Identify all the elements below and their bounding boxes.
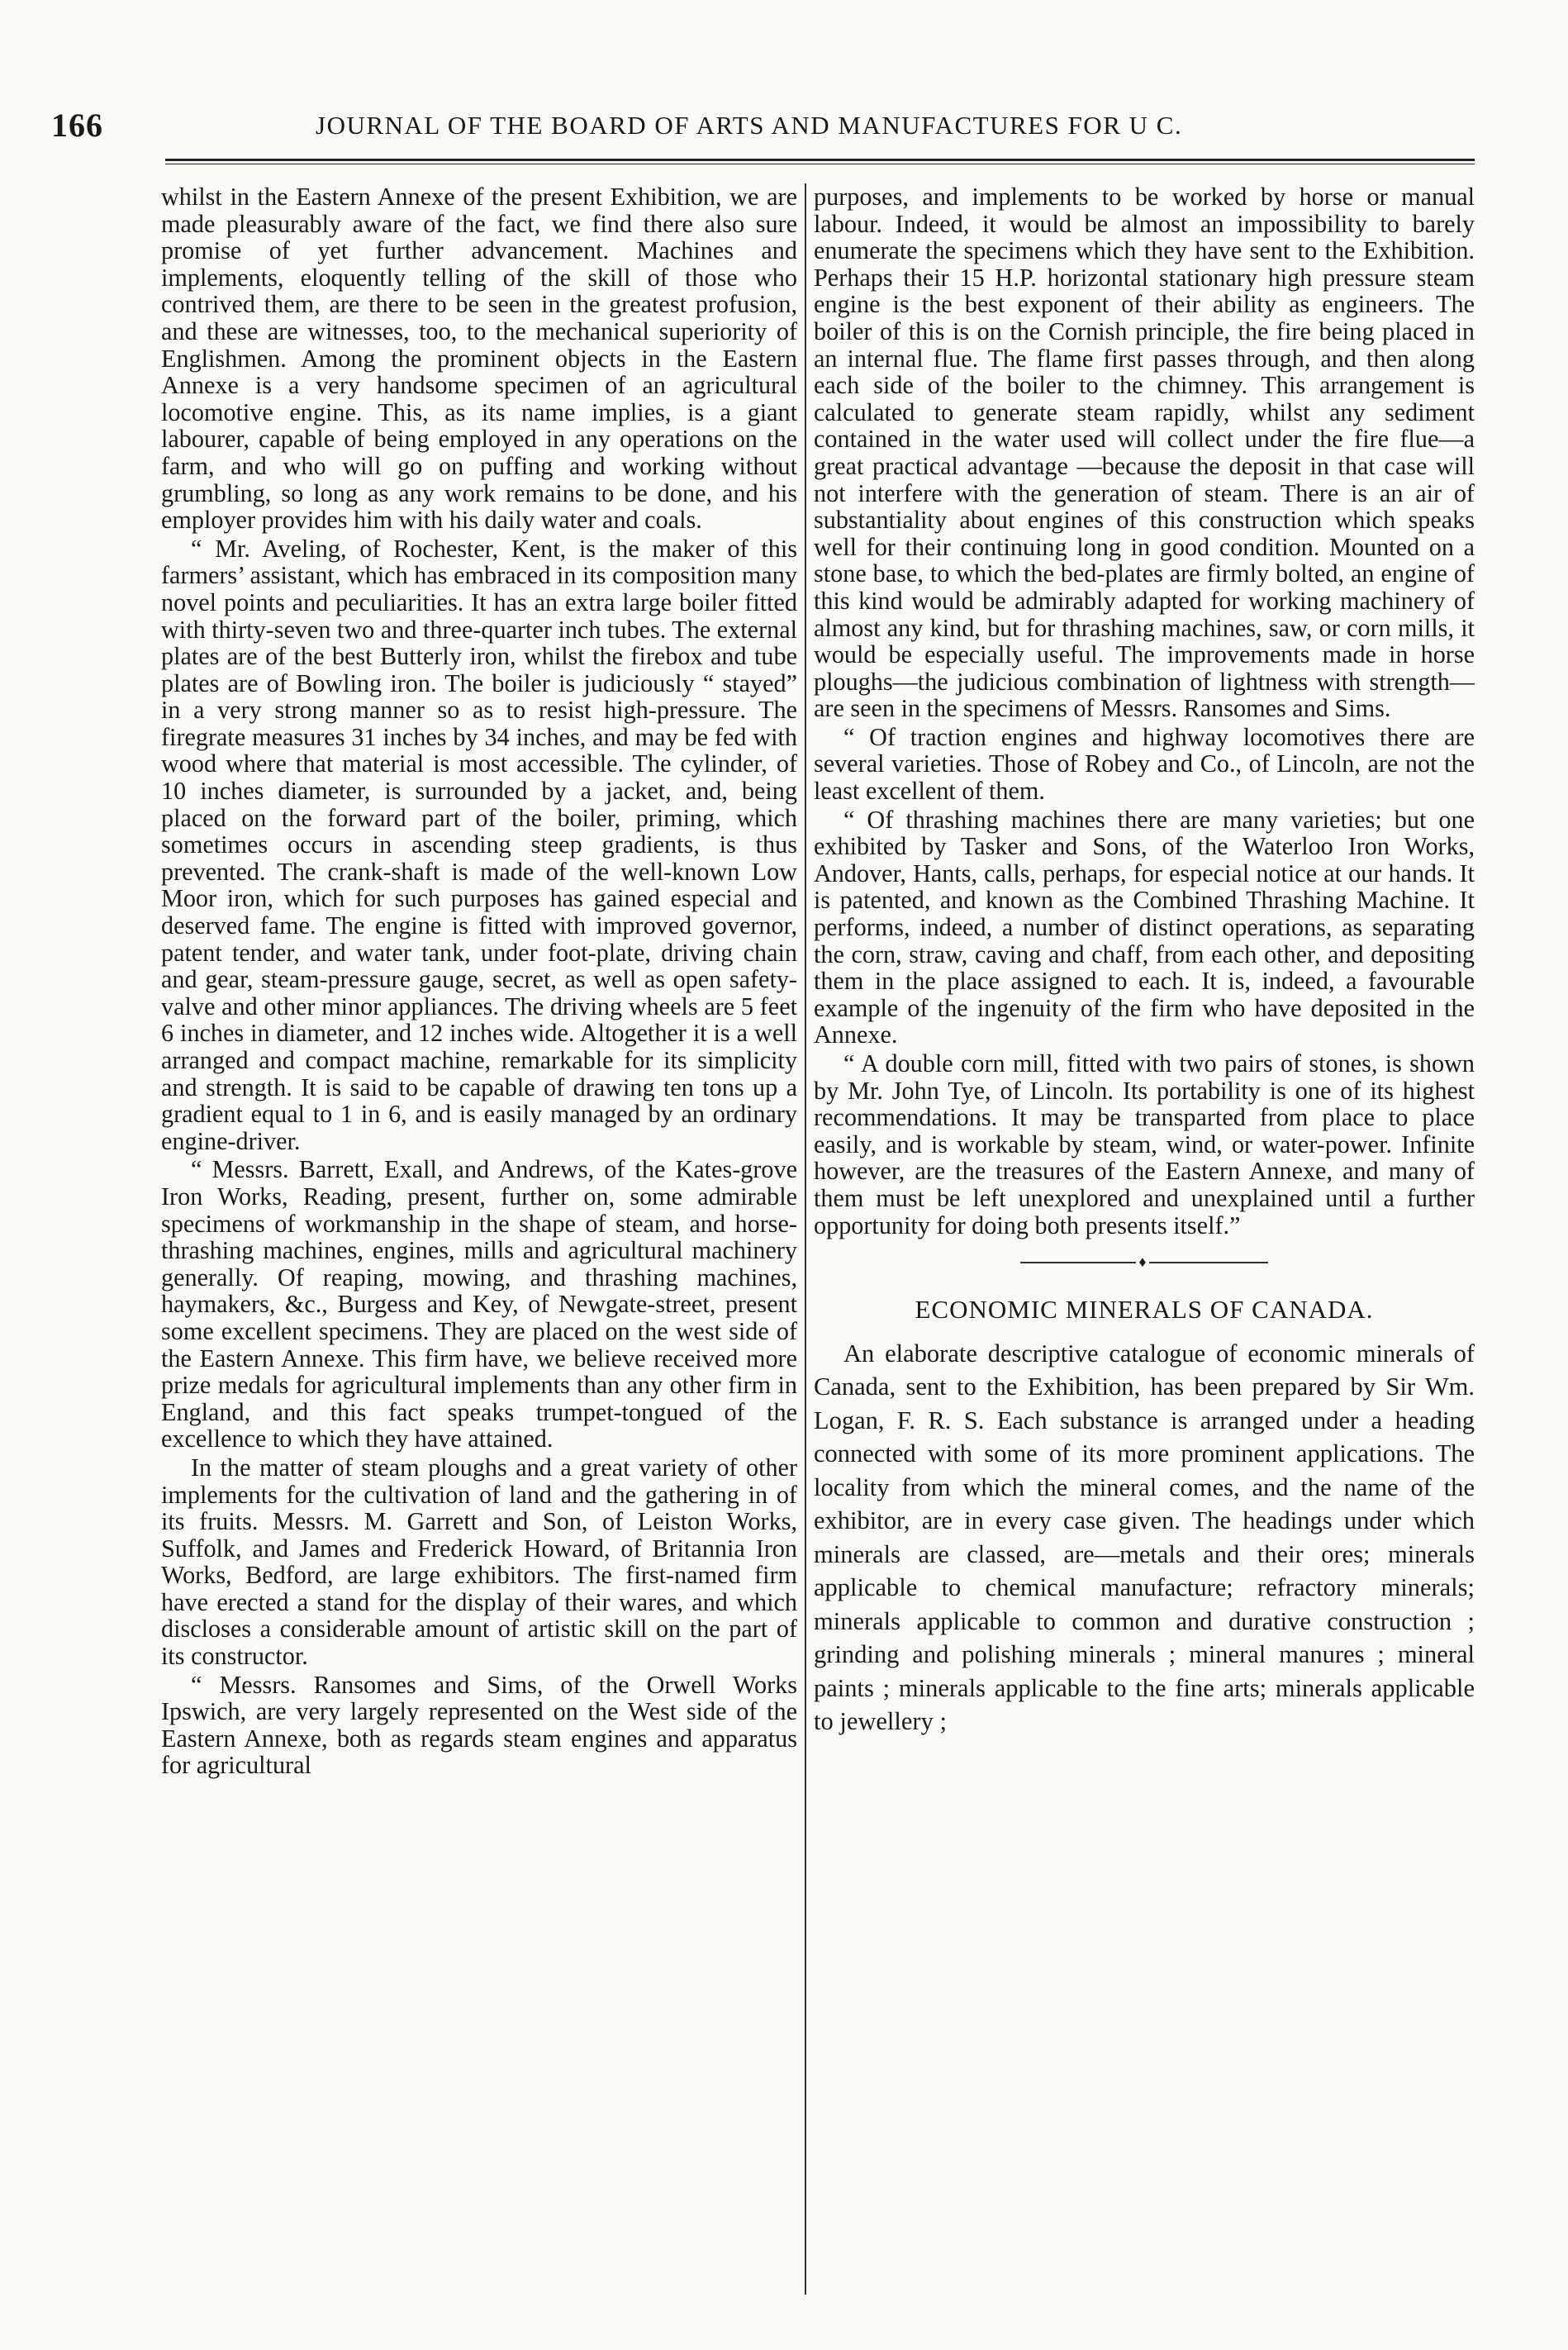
paragraph: “ A double corn mill, fitted with two pairs of stones, is shown by Mr. John Tye, of Lincoln. Its portability is one of its highest recommendations. It may be transparted from place to place easily, and is workable by steam, wind, or water-power. Infinite however, are the treasures of the Eastern Annexe, and many of them must be left unexplored and unexplained until a further opportunity for doing both presents itself.” xyxy=(814,1049,1475,1239)
left-column xyxy=(161,183,797,2300)
paragraph: “ Of thrashing machines there are many varieties; but one exhibited by Tasker and Sons, of the Waterloo Iron Works, Andover, Hants, calls, perhaps, for especial notice at our hands. It is patented, and known as the Combined Thrashing Machine. It performs, indeed, a number of distinct operations, as separating the corn, straw, caving and chaff, from each other, and depositing them in the place assigned to each. It is, indeed, a favourable example of the ingenuity of the firm who have deposited in the Annexe. xyxy=(814,805,1475,1049)
section-ornament xyxy=(1020,1253,1268,1271)
running-head: JOURNAL OF THE BOARD OF ARTS AND MANUFACTURES FOR U C. xyxy=(316,111,1183,140)
ornament-diamond-icon: ♦ xyxy=(1136,1255,1149,1268)
paragraph: purposes, and implements to be worked by horse or manual labour. Indeed, it would be almost an impossibility to barely enumerate the specimens which they have sent to the Exhibition. Perhaps their 15 H.P. horizontal stationary high pressure steam engine is the best exponent of their ability as engineers. The boiler of this is on the Cornish principle, the fire being placed in an internal flue. The flame first passes through, and then along each side of the boiler to the chimney. This arrangement is calculated to generate steam rapidly, whilst any sediment contained in the water used will collect under the fire flue—a great practical advantage —because the deposit in that case will not interfere with the generation of steam. There is an air of substantiality about engines of this construction which speaks well for their continuing long in good condition. Mounted on a stone base, to which the bed-plates are firmly bolted, an engine of this kind would be admirably adapted for working machinery of almost any kind, but for thrashing machines, saw, or corn mills, it would be especially useful. The improvements made in horse ploughs—the judicious combination of lightness with strength—are seen in the specimens of Messrs. Ransomes and Sims. xyxy=(814,183,1475,723)
header-rule xyxy=(165,159,1475,164)
paragraph: “ Messrs. Barrett, Exall, and Andrews, of the Kates-grove Iron Works, Reading, present, further on, some admirable specimens of workmanship in the shape of steam, and horse-thrashing machines, engines, mills and agricultural machinery generally. Of reaping, mowing, and thrashing machines, haymakers, &c., Burgess and Key, of Newgate-street, present some excellent specimens. They are placed on the west side of the Eastern Annexe. This firm have, we believe received more prize medals for agricultural implements than any other firm in England, and this fact speaks trumpet-tongued of the excellence to which they have attained. xyxy=(161,1155,797,1453)
paragraph: In the matter of steam ploughs and a great variety of other implements for the cultivation of land and the gathering in of its fruits. Messrs. M. Garrett and Son, of Leiston Works, Suffolk, and James and Frederick Howard, of Britannia Iron Works, Bedford, are large exhibitors. The first-named firm have erected a stand for the display of their wares, and which discloses a considerable amount of artistic skill on the part of its constructor. xyxy=(161,1453,797,1671)
section-title: ECONOMIC MINERALS OF CANADA. xyxy=(915,1295,1374,1325)
column-divider xyxy=(805,183,806,2295)
right-column xyxy=(814,183,1475,2300)
paragraph: “ Messrs. Ransomes and Sims, of the Orwell Works Ipswich, are very largely represented on the West side of the Eastern Annexe, both as regards steam engines and apparatus for agricultural xyxy=(161,1670,797,1780)
paragraph: An elaborate descriptive catalogue of economic minerals of Canada, sent to the Exhibition, has been prepared by Sir Wm. Logan, F. R. S. Each substance is arranged under a heading connected with some of its more prominent applications. The locality from which the mineral comes, and the name of the exhibitor, are in every case given. The headings under which minerals are classed, are—metals and their ores; minerals applicable to chemical manufacture; refractory minerals; minerals applicable to common and durative construction ; grinding and polishing minerals ; mineral manures ; mineral paints ; minerals applicable to the fine arts; minerals applicable to jewellery ; xyxy=(814,1339,1475,1736)
paragraph: “ Mr. Aveling, of Rochester, Kent, is the maker of this farmers’ assistant, which has embraced in its composition many novel points and peculiarities. It has an extra large boiler fitted with thirty-seven two and three-quarter inch tubes. The external plates are of the best Butterly iron, whilst the firebox and tube plates are of Bowling iron. The boiler is judiciously “ stayed” in a very strong manner so as to resist high-pressure. The firegrate measures 31 inches by 34 inches, and may be fed with wood where that material is most accessible. The cylinder, of 10 inches diameter, is surrounded by a jacket, and, being placed on the forward part of the boiler, priming, which sometimes occurs in ascending steep gradients, is thus prevented. The crank-shaft is made of the well-known Low Moor iron, which for such purposes has gained especial and deserved fame. The engine is fitted with improved governor, patent tender, and water tank, under foot-plate, driving chain and gear, steam-pressure gauge, secret, as well as open safety-valve and other minor appliances. The driving wheels are 5 feet 6 inches in diameter, and 12 inches wide. Altogether it is a well arranged and compact machine, remarkable for its simplicity and strength. It is said to be capable of drawing ten tons up a gradient equal to 1 in 6, and is easily managed by an ordinary engine-driver. xyxy=(161,534,797,1155)
paragraph: “ Of traction engines and highway locomotives there are several varieties. Those of Robey and Co., of Lincoln, are not the least excellent of them. xyxy=(814,722,1475,806)
section-body xyxy=(814,1337,1475,1739)
page-number: 166 xyxy=(51,107,103,144)
page-header xyxy=(51,106,1365,155)
paragraph: whilst in the Eastern Annexe of the present Exhibition, we are made pleasurably aware of the fact, we find there also sure promise of yet further advancement. Machines and implements, eloquently telling of the skill of those who contrived them, are there to be seen in the greatest profusion, and these are witnesses, too, to the mechanical superiority of Englishmen. Among the prominent objects in the Eastern Annexe is a very handsome specimen of an agricultural locomotive engine. This, as its name implies, is a giant labourer, capable of being employed in any operations on the farm, and who will go on puffing and working without grumbling, so long as any work remains to be done, and his employer provides him with his daily water and coals. xyxy=(161,183,797,535)
